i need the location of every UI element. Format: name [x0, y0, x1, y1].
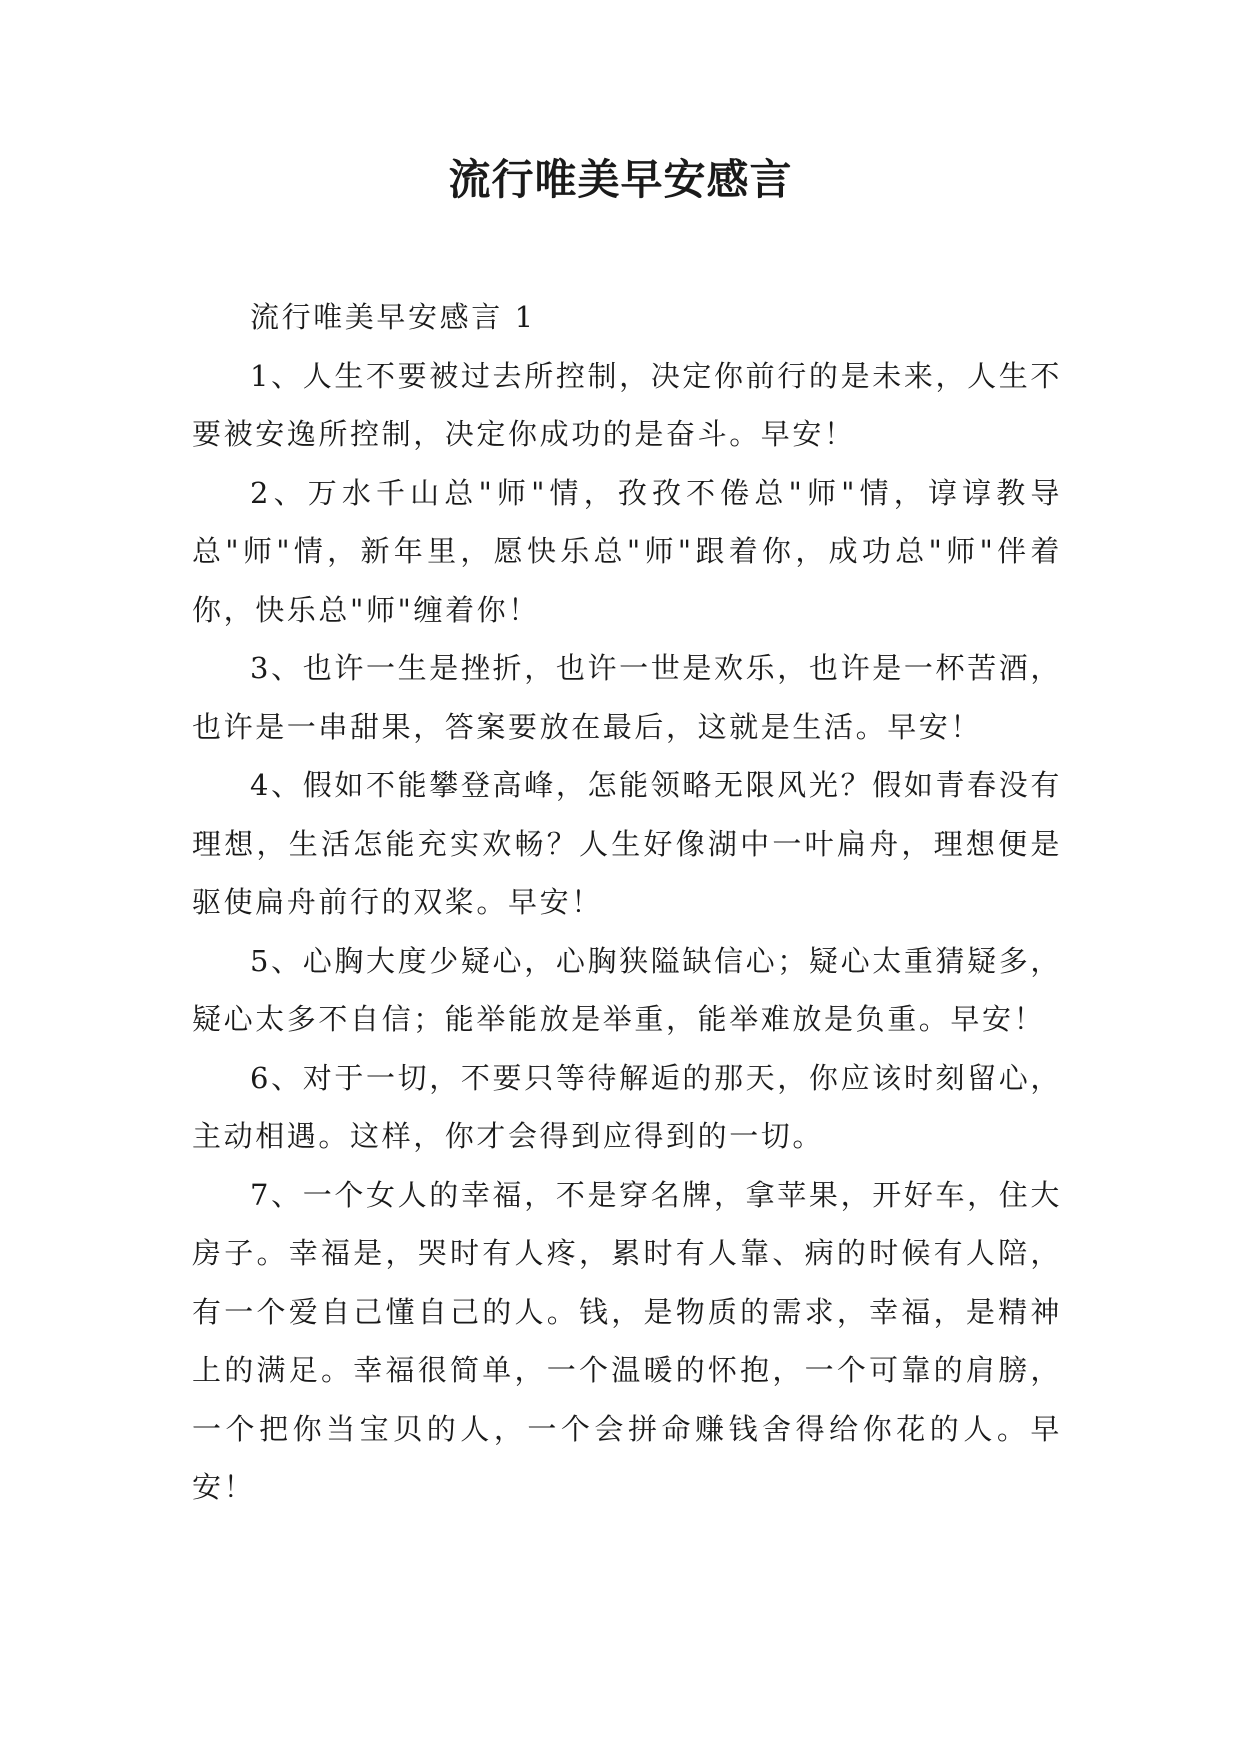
document-body: [192, 288, 1062, 1517]
paragraph-5: 5、心胸大度少疑心，心胸狭隘缺信心；疑心太重猜疑多，疑心太多不自信；能举能放是举重，能举难放是负重。早安！: [192, 943, 1062, 1036]
paragraph-4: 4、假如不能攀登高峰，怎能领略无限风光？假如青春没有理想，生活怎能充实欢畅？人生好像湖中一叶扁舟，理想便是驱使扁舟前行的双桨。早安！: [192, 768, 1062, 919]
paragraph-2: 2、万水千山总"师"情，孜孜不倦总"师"情，谆谆教导总"师"情，新年里，愿快乐总"师"跟着你，成功总"师"伴着你，快乐总"师"缠着你！: [192, 475, 1062, 627]
paragraph-7: 7、一个女人的幸福，不是穿名牌，拿苹果，开好车，住大房子。幸福是，哭时有人疼，累时有人靠、病的时候有人陪，有一个爱自己懂自己的人。钱，是物质的需求，幸福，是精神上的满足。幸福很简单，一个温暖的怀抱，一个可靠的肩膀，一个把你当宝贝的人，一个会拼命赚钱舍得给你花的人。早安！: [192, 1177, 1062, 1504]
paragraph-1: 1、人生不要被过去所控制，决定你前行的是未来，人生不要被安逸所控制，决定你成功的是奋斗。早安！: [192, 358, 1062, 451]
document-title: 流行唯美早安感言: [448, 155, 793, 204]
section-heading: 流行唯美早安感言 1: [250, 300, 536, 334]
paragraph-3: 3、也许一生是挫折，也许一世是欢乐，也许是一杯苦酒，也许是一串甜果，答案要放在最后，这就是生活。早安！: [192, 651, 1062, 744]
paragraph-6: 6、对于一切，不要只等待解逅的那天，你应该时刻留心，主动相遇。这样，你才会得到应得到的一切。: [192, 1060, 1062, 1153]
